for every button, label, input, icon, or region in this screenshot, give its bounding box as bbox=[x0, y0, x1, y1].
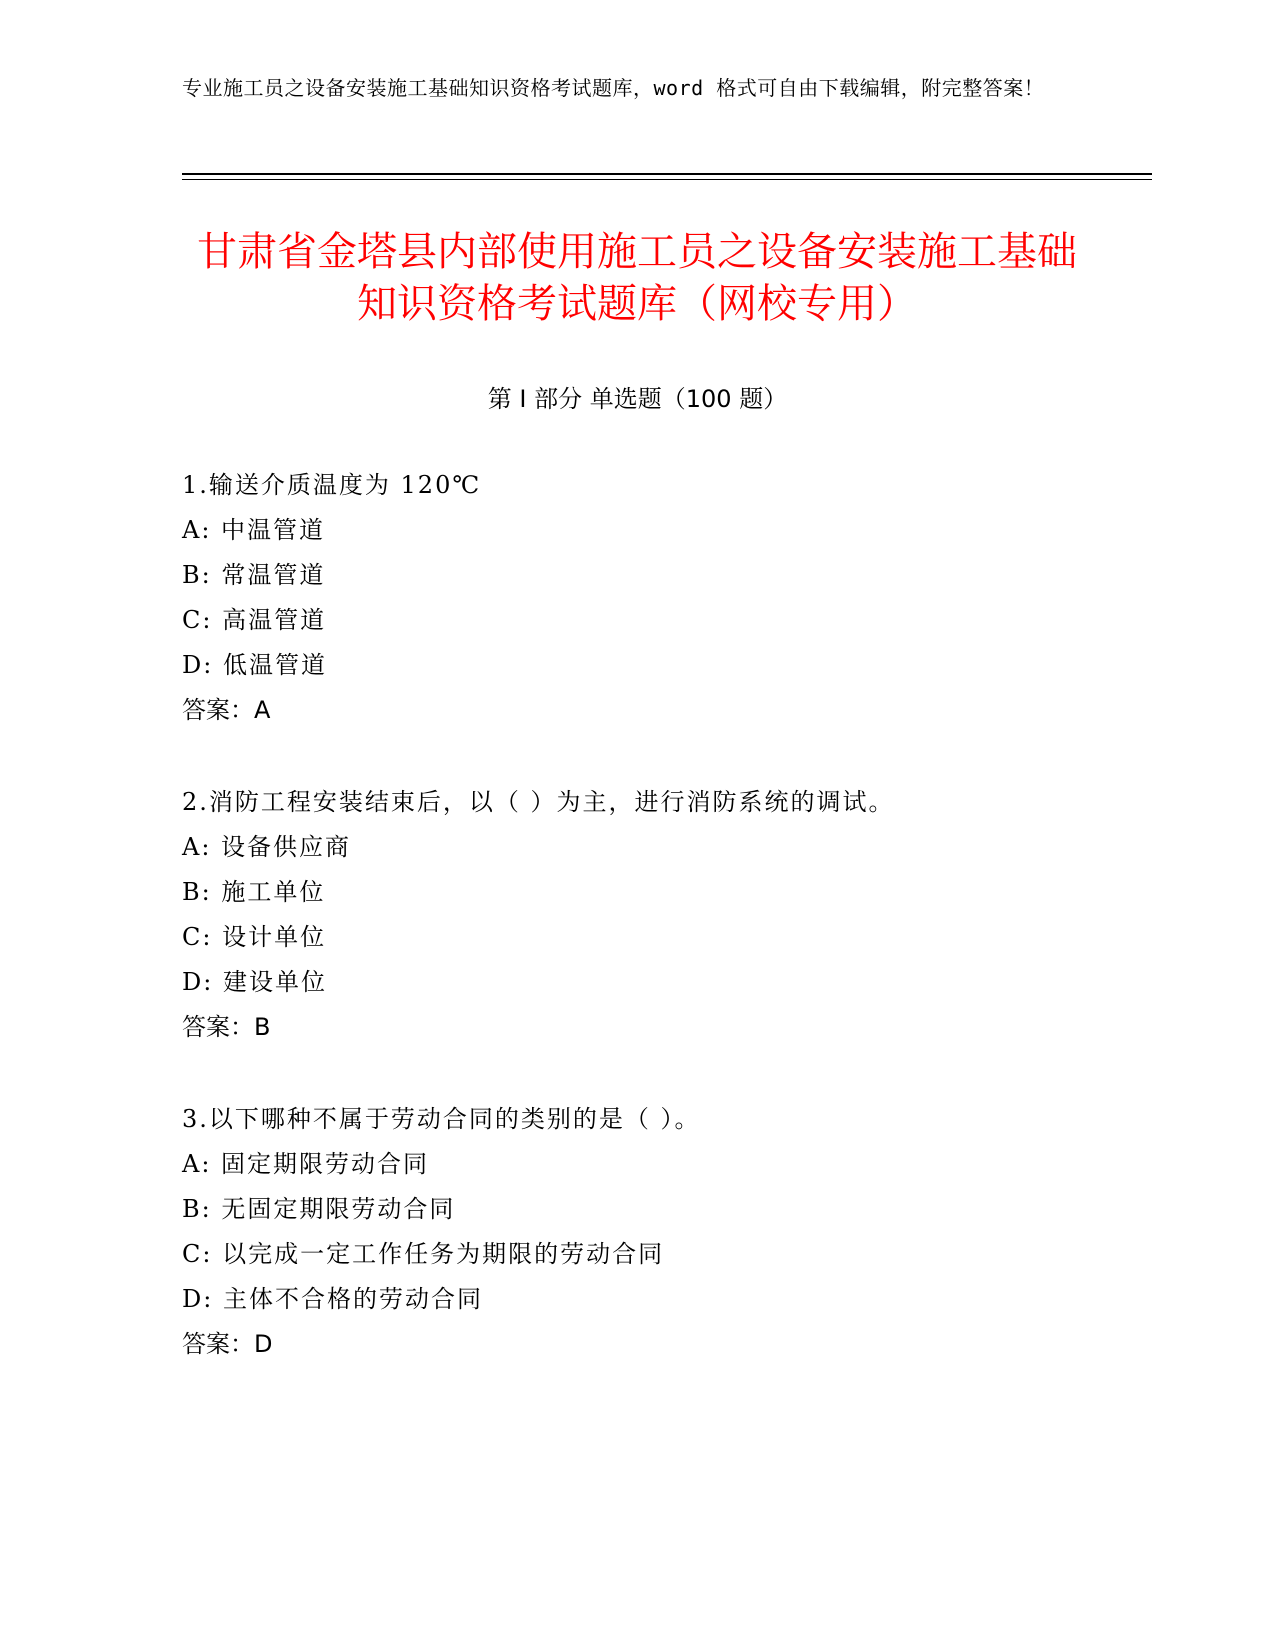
option-d: D: 建设单位 bbox=[182, 968, 327, 996]
question-2 bbox=[182, 787, 1082, 1057]
option-a: A: 中温管道 bbox=[182, 516, 326, 544]
header-divider-thin bbox=[182, 179, 1152, 180]
option-b: B: 施工单位 bbox=[182, 878, 326, 906]
option-c: C: 高温管道 bbox=[182, 606, 327, 634]
option-b: B: 常温管道 bbox=[182, 561, 326, 589]
question-stem: 2.消防工程安装结束后，以（ ）为主，进行消防系统的调试。 bbox=[182, 788, 895, 816]
option-a: A: 固定期限劳动合同 bbox=[182, 1150, 430, 1178]
header-note: 专业施工员之设备安装施工基础知识资格考试题库，word 格式可自由下载编辑，附完整答案！ bbox=[182, 76, 1045, 100]
answer: 答案：B bbox=[182, 1013, 271, 1041]
document-title: 甘肃省金塔县内部使用施工员之设备安装施工基础知识资格考试题库（网校专用） bbox=[197, 229, 1077, 327]
section-title: 第 I 部分 单选题（100 题） bbox=[487, 385, 788, 413]
question-stem: 1.输送介质温度为 120℃ bbox=[182, 471, 482, 499]
question-stem: 3.以下哪种不属于劳动合同的类别的是（ ）。 bbox=[182, 1105, 701, 1133]
option-a: A: 设备供应商 bbox=[182, 833, 352, 861]
option-b: B: 无固定期限劳动合同 bbox=[182, 1195, 456, 1223]
option-c: C: 设计单位 bbox=[182, 923, 327, 951]
answer: 答案：D bbox=[182, 1330, 273, 1358]
question-1 bbox=[182, 470, 1082, 740]
option-d: D: 主体不合格的劳动合同 bbox=[182, 1285, 483, 1313]
option-d: D: 低温管道 bbox=[182, 651, 327, 679]
question-3 bbox=[182, 1104, 1082, 1374]
option-c: C: 以完成一定工作任务为期限的劳动合同 bbox=[182, 1240, 665, 1268]
answer: 答案：A bbox=[182, 696, 271, 724]
header-divider-thick bbox=[182, 173, 1152, 175]
